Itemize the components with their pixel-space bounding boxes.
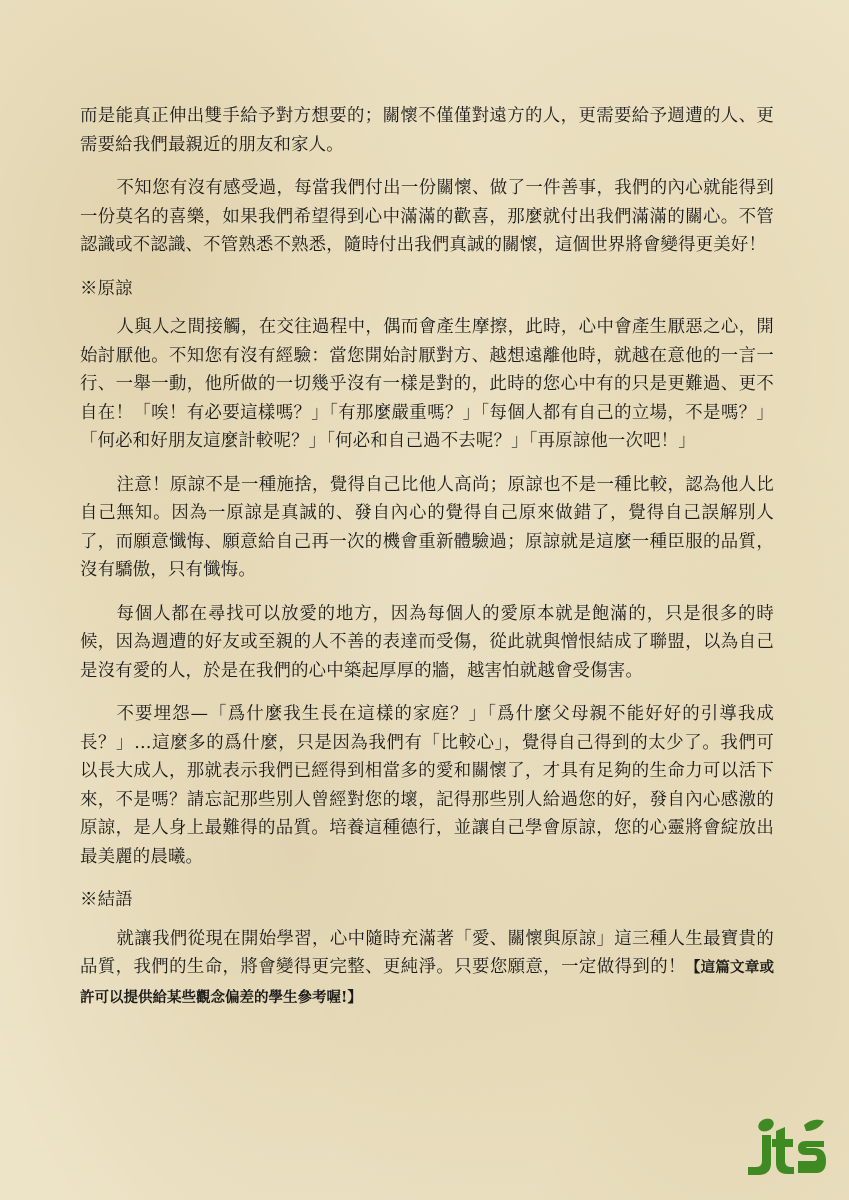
paragraph-forgiveness-4: 不要埋怨—「爲什麼我生長在這樣的家庭？」「爲什麼父母親不能好好的引導我成長？」…這麼多的爲什麼，只是因為我們有「比較心」，覺得自己得到的太少了。我們可以長大成人，那就表示我們已經得到相當多的愛和關懷了，才具有足夠的生命力可以活下來，不是嗎？請忘記那些別人曾經對您的壞，記得那些別人給過您的好，發自內心感激的原諒，是人身上最難得的品質。培養這種德行，並讓自己學會原諒，您的心靈將會綻放出最美麗的晨曦。 bbox=[80, 704, 774, 867]
paragraph-forgiveness-1: 人與人之間接觸，在交往過程中，偶而會產生摩擦，此時，心中會產生厭惡之心，開始討厭他。不知您有沒有經驗：當您開始討厭對方、越想遠離他時，就越在意他的一言一行、一舉一動，他所做的一切幾乎沒有一樣是對的，此時的您心中有的只是更難過、更不自在！「唉！有必要這樣嗎？」「有那麼嚴重嗎？」「每個人都有自己的立場，不是嗎？」「何必和好朋友這麼計較呢？」「何必和自己過不去呢？」「再原諒他一次吧！」 bbox=[80, 317, 774, 451]
paragraph-forgiveness-2: 注意！原諒不是一種施捨，覺得自己比他人高尚；原諒也不是一種比較，認為他人比自己無知。因為一原諒是真誠的、發自內心的覺得自己原來做錯了，覺得自己誤解別人了，而願意懺悔、願意給自己再一次的機會重新體驗過；原諒就是這麼一種臣服的品質，沒有驕傲，只有懺悔。 bbox=[80, 474, 774, 580]
jts-logo bbox=[744, 1117, 828, 1179]
section-heading-forgiveness: ※原諒 bbox=[80, 278, 133, 299]
paragraph-intro-continued: 而是能真正伸出雙手給予對方想要的；關懷不僅僅對遠方的人，更需要給予週遭的人、更需要給我們最親近的朋友和家人。 bbox=[80, 106, 774, 155]
article-body bbox=[80, 102, 774, 1027]
conclusion-note: 【這篇文章或許可以提供給某些觀念偏差的學生參考喔!】 bbox=[80, 959, 775, 1006]
jts-logo-icon bbox=[744, 1117, 828, 1179]
conclusion-text: 就讓我們從現在開始學習，心中隨時充滿著「愛、關懷與原諒」這三種人生最寶貴的品質，我們的生命，將會變得更完整、更純淨。只要您願意，一定做得到的！ bbox=[80, 928, 774, 977]
paragraph-care: 不知您有沒有感受過，每當我們付出一份關懷、做了一件善事，我們的內心就能得到一份莫名的喜樂，如果我們希望得到心中滿滿的歡喜，那麼就付出我們滿滿的關心。不管認識或不認識、不管熟悉不熟悉，隨時付出我們真誠的關懷，這個世界將會變得更美好！ bbox=[80, 178, 774, 255]
paragraph-forgiveness-3: 每個人都在尋找可以放愛的地方，因為每個人的愛原本就是飽滿的，只是很多的時候，因為週遭的好友或至親的人不善的表達而受傷，從此就與憎恨結成了聯盟，以為自己是沒有愛的人，於是在我們的心中築起厚厚的牆，越害怕就越會受傷害。 bbox=[80, 603, 774, 681]
section-heading-conclusion: ※結語 bbox=[80, 890, 133, 910]
paragraph-conclusion bbox=[80, 925, 774, 1013]
